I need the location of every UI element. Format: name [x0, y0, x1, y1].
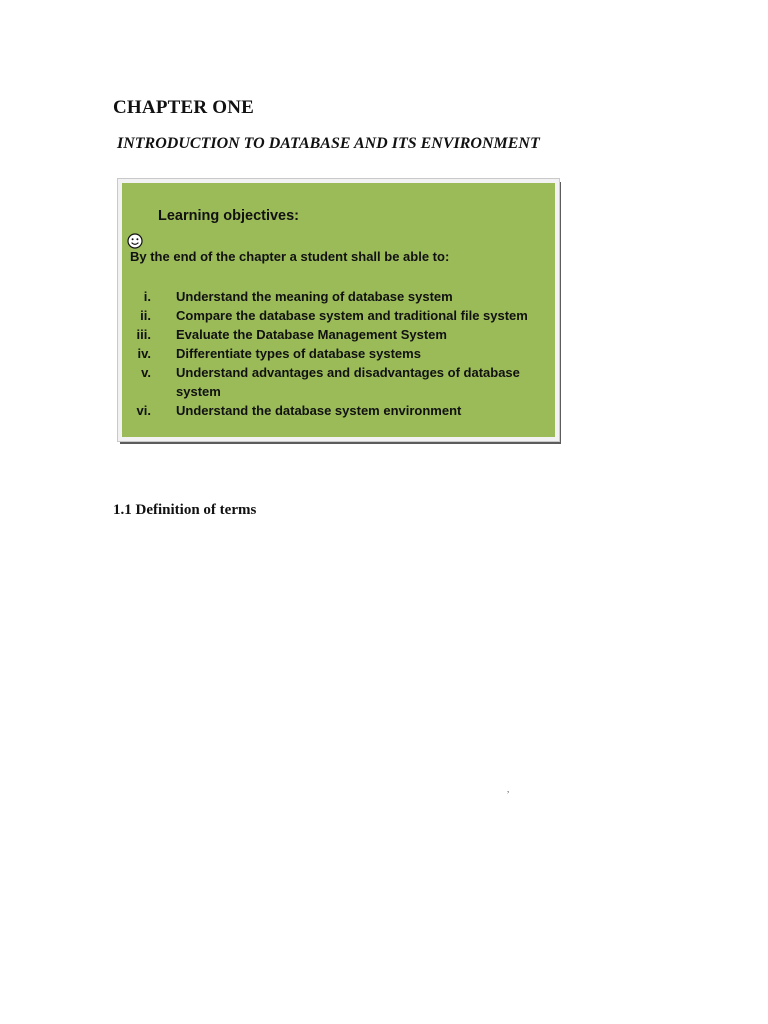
objective-item — [122, 401, 555, 420]
objectives-list — [122, 287, 555, 420]
objective-text: Evaluate the Database Management System — [176, 327, 447, 342]
chapter-heading: CHAPTER ONE — [113, 97, 255, 118]
learning-objectives-box — [118, 179, 559, 441]
objective-text: Differentiate types of database systems — [176, 346, 421, 361]
objective-numeral: v. — [141, 365, 151, 380]
objective-item — [122, 363, 555, 401]
objective-text: Compare the database system and traditional file system — [176, 308, 528, 323]
objective-item — [122, 287, 555, 306]
smiley-icon — [127, 233, 143, 249]
stray-mark: , — [507, 784, 510, 794]
section-heading: 1.1 Definition of terms — [113, 502, 257, 518]
objective-numeral: ii. — [140, 308, 151, 323]
objectives-intro: By the end of the chapter a student shall be able to: — [130, 249, 450, 264]
objective-numeral: iii. — [136, 327, 151, 342]
objective-item — [122, 325, 555, 344]
objective-item — [122, 344, 555, 363]
objective-text: Understand the meaning of database system — [176, 289, 453, 304]
objective-text: Understand advantages and disadvantages of database system — [176, 365, 520, 399]
objective-item — [122, 306, 555, 325]
objective-text: Understand the database system environment — [176, 403, 462, 418]
objective-numeral: vi. — [136, 403, 151, 418]
objective-numeral: i. — [143, 289, 151, 304]
chapter-subtitle: INTRODUCTION TO DATABASE AND ITS ENVIRONMENT — [117, 135, 540, 152]
objectives-title: Learning objectives: — [158, 208, 300, 224]
objective-numeral: iv. — [137, 346, 151, 361]
